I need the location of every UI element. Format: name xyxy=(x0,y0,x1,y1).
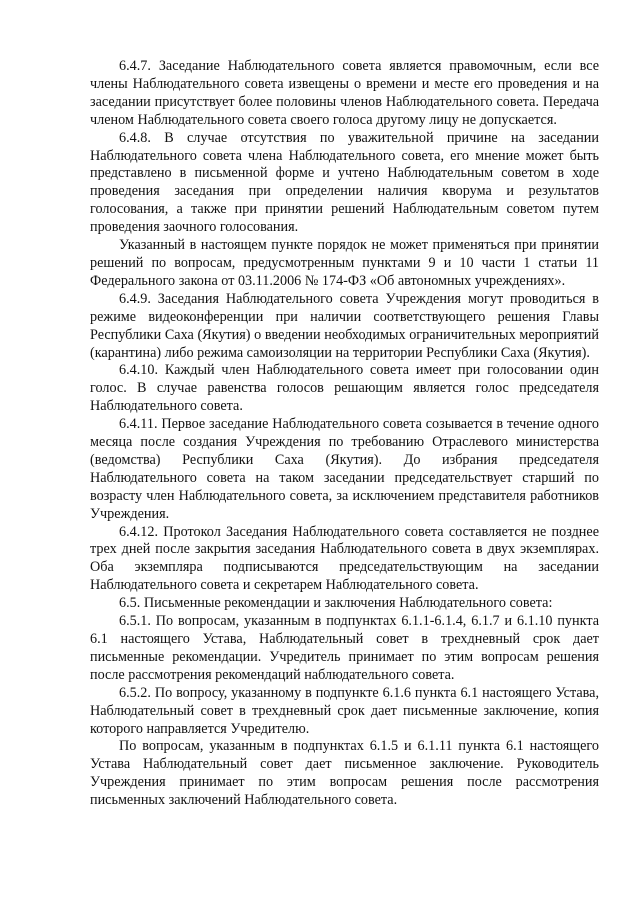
paragraph-6-4-11: 6.4.11. Первое заседание Наблюдательного совета созывается в течение одного месяца после создания Учреждения по требованию Отраслевого министерства (ведомства) Республики Саха (Якутия). До избрания председателя Наблюдательного совета на таком заседании председательствует старший по возрасту член Наблюдательного совета, за исключением представителя работников Учреждения. xyxy=(90,416,599,522)
paragraph-6-5-1: 6.5.1. По вопросам, указанным в подпунктах 6.1.1-6.1.4, 6.1.7 и 6.1.10 пункта 6.1 настоящего Устава, Наблюдательный совет в трехдневный срок дает письменные рекомендации. Учредитель принимает по этим вопросам решения после рассмотрения рекомендаций наблюдательного совета. xyxy=(90,613,599,683)
paragraph-6-5: 6.5. Письменные рекомендации и заключения Наблюдательного совета: xyxy=(119,595,553,612)
paragraph-6-4-8: 6.4.8. В случае отсутствия по уважительной причине на заседании Наблюдательного совета члена Наблюдательного совета, его мнение может быть представлено в письменной форме и учтено Наблюдательным советом в ходе проведения заседания при определении наличия кворума и результатов голосования, а также при принятии решений Наблюдательным советом путем проведения заочного голосования. xyxy=(90,129,599,236)
paragraph-6-4-7: 6.4.7. Заседание Наблюдательного совета является правомочным, если все члены Наблюдательного совета извещены о времени и месте его проведения и на заседании присутствует более половины членов Наблюдательного совета. Передача членом Наблюдательного совета своего голоса другому лицу не допускается. xyxy=(90,58,599,128)
paragraph-6-5-2-note: По вопросам, указанным в подпунктах 6.1.5 и 6.1.11 пункта 6.1 настоящего Устава Наблюдательный совет дает письменное заключение. Руководитель Учреждения принимает по этим вопросам решения после рассмотрения письменных заключений Наблюдательного совета. xyxy=(90,738,599,809)
document-page xyxy=(90,58,599,810)
paragraph-6-4-9: 6.4.9. Заседания Наблюдательного совета Учреждения могут проводиться в режиме видеоконференции при наличии соответствующего решения Главы Республики Саха (Якутия) о введении необходимых ограничительных мероприятий (карантина) либо режима самоизоляции на территории Республики Саха (Якутия). xyxy=(90,290,599,361)
paragraph-6-5-2: 6.5.2. По вопросу, указанному в подпункте 6.1.6 пункта 6.1 настоящего Устава, Наблюдательный совет в трехдневный срок дает письменные заключение, копия которого направляется Учредителю. xyxy=(90,684,599,737)
paragraph-6-4-8-note: Указанный в настоящем пункте порядок не может применяться при принятии решений по вопросам, предусмотренным пунктами 9 и 10 части 1 статьи 11 Федерального закона от 03.11.2006 № 174-ФЗ «Об автономных учреждениях». xyxy=(90,237,599,289)
paragraph-6-4-10: 6.4.10. Каждый член Наблюдательного совета имеет при голосовании один голос. В случае равенства голосов решающим является голос председателя Наблюдательного совета. xyxy=(90,362,599,415)
paragraph-6-4-12: 6.4.12. Протокол Заседания Наблюдательного совета составляется не позднее трех дней после закрытия заседания Наблюдательного совета в двух экземплярах. Оба экземпляра подписываются председательствующим на заседании Наблюдательного совета и секретарем Наблюдательного совета. xyxy=(90,523,599,594)
